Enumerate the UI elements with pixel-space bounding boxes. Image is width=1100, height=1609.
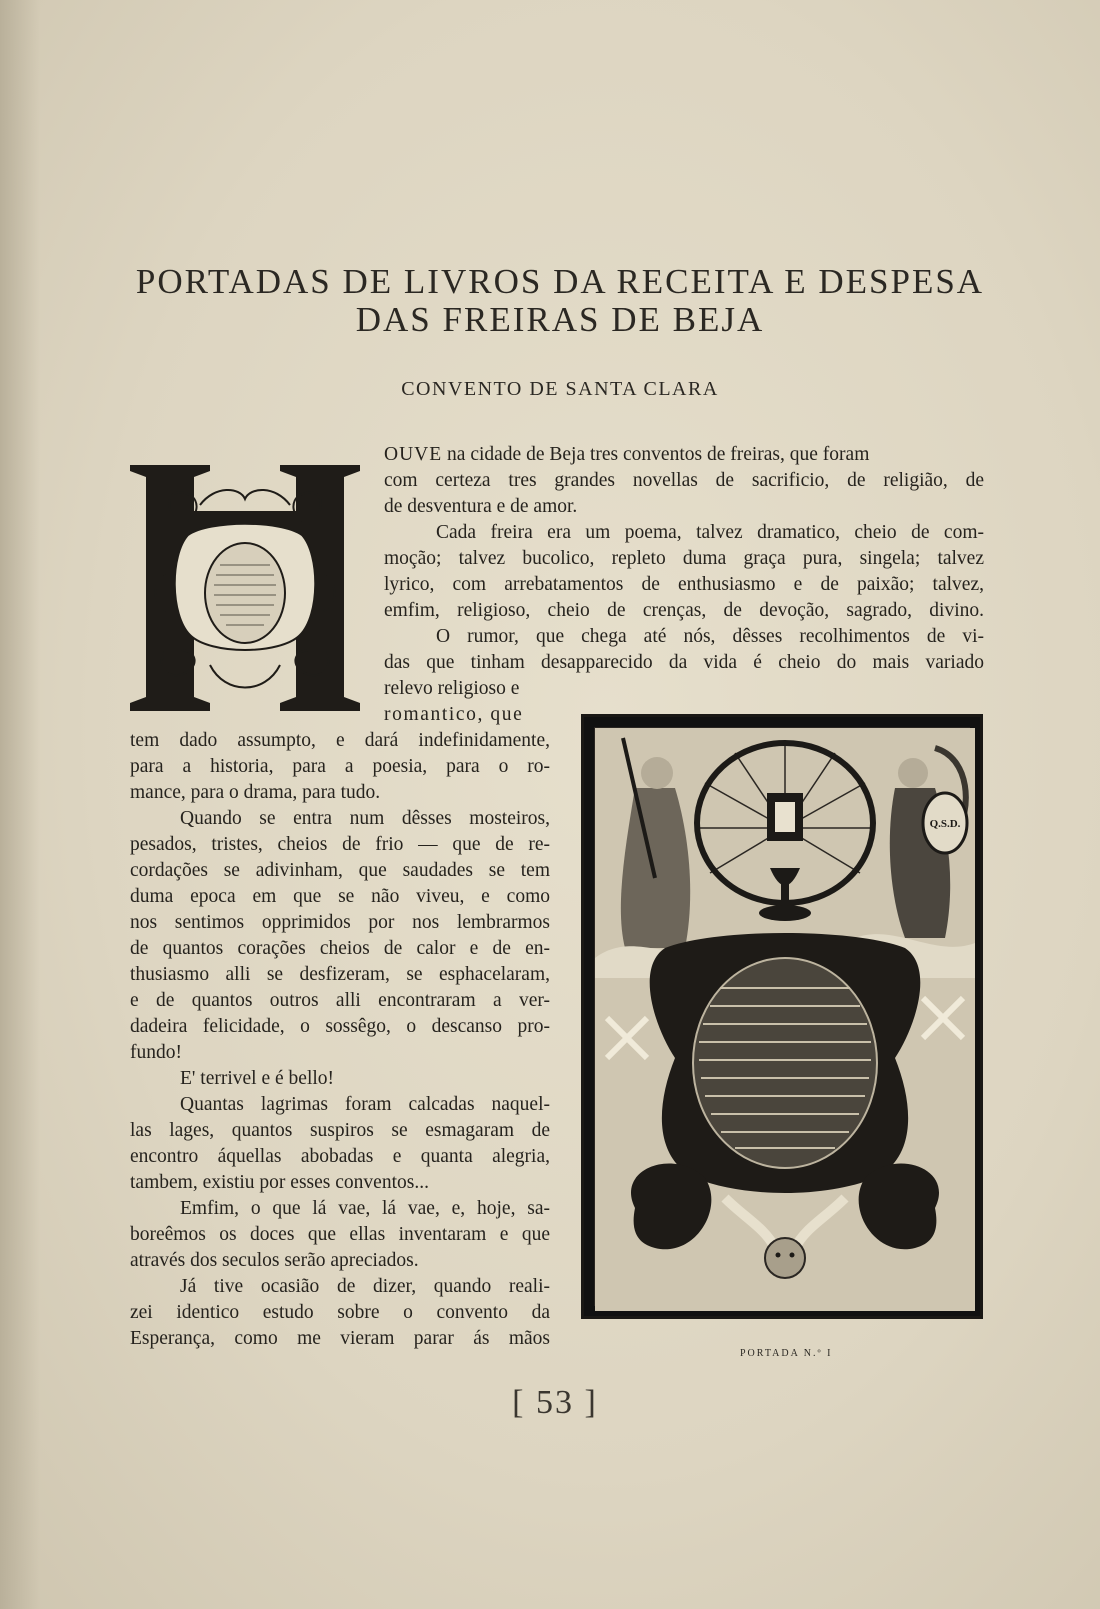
text-line bbox=[384, 442, 869, 468]
text-line: emfim, religioso, cheio de crenças, de devoção, sagrado, divino. bbox=[384, 600, 984, 621]
text-line: Já tive ocasião de dizer, quando reali- bbox=[180, 1276, 550, 1297]
text-line: zei identico estudo sobre o convento da bbox=[130, 1302, 550, 1323]
decorated-initial-h-icon bbox=[130, 465, 360, 711]
book-gutter-shadow bbox=[0, 0, 40, 1609]
text-line: fundo! bbox=[130, 1042, 182, 1063]
article-title-line-2: DAS FREIRAS DE BEJA bbox=[355, 300, 765, 339]
text-line: Emfim, o que lá vae, lá vae, e, hoje, sa- bbox=[180, 1198, 550, 1219]
figure-caption: PORTADA N.º I bbox=[740, 1348, 833, 1359]
text-line: thusiasmo alli se desfizeram, se esphacelaram, bbox=[130, 964, 550, 985]
text-line: duma epoca em que se não viveu, e como bbox=[130, 886, 550, 907]
text-line: E' terrivel e é bello! bbox=[180, 1068, 335, 1089]
portada-engraving-icon bbox=[595, 728, 975, 1311]
text-line: através dos seculos serão apreciados. bbox=[130, 1250, 419, 1271]
text-line: las lages, quantos suspiros se esmagaram de bbox=[130, 1120, 550, 1141]
text-line: tambem, existiu por esses conventos... bbox=[130, 1172, 429, 1193]
text-line: pesados, tristes, cheios de frio — que de re- bbox=[130, 834, 550, 855]
opening-word: OUVE bbox=[384, 444, 443, 465]
shield-text: Q.S.D. bbox=[929, 818, 961, 830]
text-line: boreêmos os doces que ellas inventaram e que bbox=[130, 1224, 550, 1245]
text-line: romantico, que bbox=[384, 704, 524, 725]
text-line: de quantos corações cheios de calor e de en- bbox=[130, 938, 550, 959]
text-line: nos sentimos opprimidos por nos lembrarmos bbox=[130, 912, 550, 933]
text-line: relevo religioso e bbox=[384, 678, 520, 699]
text-line: para a historia, para a poesia, para o ro- bbox=[130, 756, 550, 777]
text-line: Quando se entra num dêsses mosteiros, bbox=[180, 808, 550, 829]
text-line: encontro áquellas abobadas e quanta alegria, bbox=[130, 1146, 550, 1167]
text-line: Esperança, como me vieram parar ás mãos bbox=[130, 1328, 550, 1349]
text-line: tem dado assumpto, e dará indefinidamente, bbox=[130, 730, 550, 751]
text-line: O rumor, que chega até nós, dêsses recolhimentos de vi- bbox=[436, 626, 984, 647]
portada-image-area bbox=[594, 727, 970, 1306]
page-number: [ 53 ] bbox=[512, 1384, 598, 1421]
text-line: das que tinham desapparecido da vida é cheio do mais variado bbox=[384, 652, 984, 673]
text-line: moção; talvez bucolico, repleto duma graça pura, singela; talvez bbox=[384, 548, 984, 569]
text-line: com certeza tres grandes novellas de sacrificio, de religião, de bbox=[384, 470, 984, 491]
text-line-rest: na cidade de Beja tres conventos de freiras, que foram bbox=[442, 444, 870, 465]
text-line: de desventura e de amor. bbox=[384, 496, 578, 517]
article-subtitle: CONVENTO DE SANTA CLARA bbox=[401, 378, 719, 400]
text-line: mance, para o drama, para tudo. bbox=[130, 782, 381, 803]
text-line: Quantas lagrimas foram calcadas naquel- bbox=[180, 1094, 550, 1115]
article-title-line-1: PORTADAS DE LIVROS DA RECEITA E DESPESA bbox=[135, 262, 985, 301]
text-line: Cada freira era um poema, talvez dramatico, cheio de com- bbox=[436, 522, 984, 543]
text-line: lyrico, com arrebatamentos de enthusiasmo e de paixão; talvez, bbox=[384, 574, 984, 595]
text-line: e de quantos outros alli encontraram a ver- bbox=[130, 990, 550, 1011]
text-line: cordações se adivinham, que saudades se tem bbox=[130, 860, 550, 881]
text-line: dadeira felicidade, o sossêgo, o descanso pro- bbox=[130, 1016, 550, 1037]
portada-illustration bbox=[581, 714, 983, 1319]
